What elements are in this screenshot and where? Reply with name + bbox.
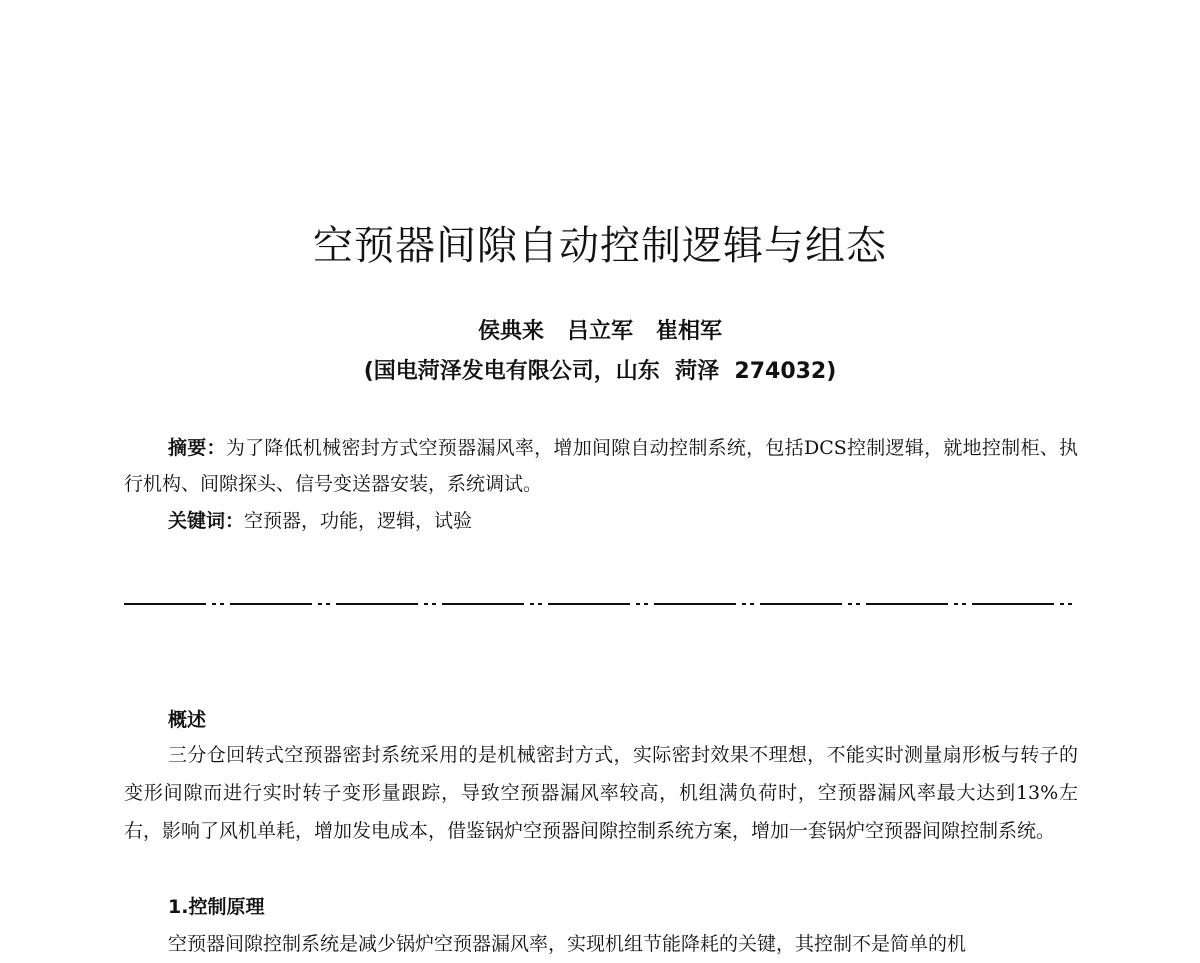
abstract-label: 摘要： xyxy=(168,437,226,459)
keywords xyxy=(168,506,472,536)
section-title-overview: 概述 xyxy=(168,709,207,731)
abstract-text: 为了降低机械密封方式空预器漏风率，增加间隙自动控制系统，包括DCS控制逻辑，就地控制柜、执行机构、间隙探头、信号变送器安装，系统调试。 xyxy=(124,437,1078,495)
section-divider xyxy=(124,603,1078,605)
overview-paragraph: 三分仓回转式空预器密封系统采用的是机械密封方式，实际密封效果不理想，不能实时测量扇形板与转子的变形间隙而进行实时转子变形量跟踪，导致空预器漏风率较高，机组满负荷时，空预器漏风率最大达到13%左右，影响了风机单耗，增加发电成本，借鉴锅炉空预器间隙控制系统方案，增加一套锅炉空预器间隙控制系统。 xyxy=(124,744,1078,842)
keywords-text: 空预器，功能，逻辑，试验 xyxy=(244,510,473,532)
keywords-label: 关键词： xyxy=(168,510,245,532)
abstract xyxy=(124,430,1078,502)
section-title-control-principle: 1.控制原理 xyxy=(168,896,265,918)
affiliation: (国电菏泽发电有限公司，山东 菏泽 274032) xyxy=(363,359,837,384)
authors: 侯典来 吕立军 崔相军 xyxy=(478,319,722,344)
paper-title: 空预器间隙自动控制逻辑与组态 xyxy=(313,223,887,269)
control-principle-paragraph: 空预器间隙控制系统是减少锅炉空预器漏风率，实现机组节能降耗的关键，其控制不是简单的机 xyxy=(168,933,967,955)
